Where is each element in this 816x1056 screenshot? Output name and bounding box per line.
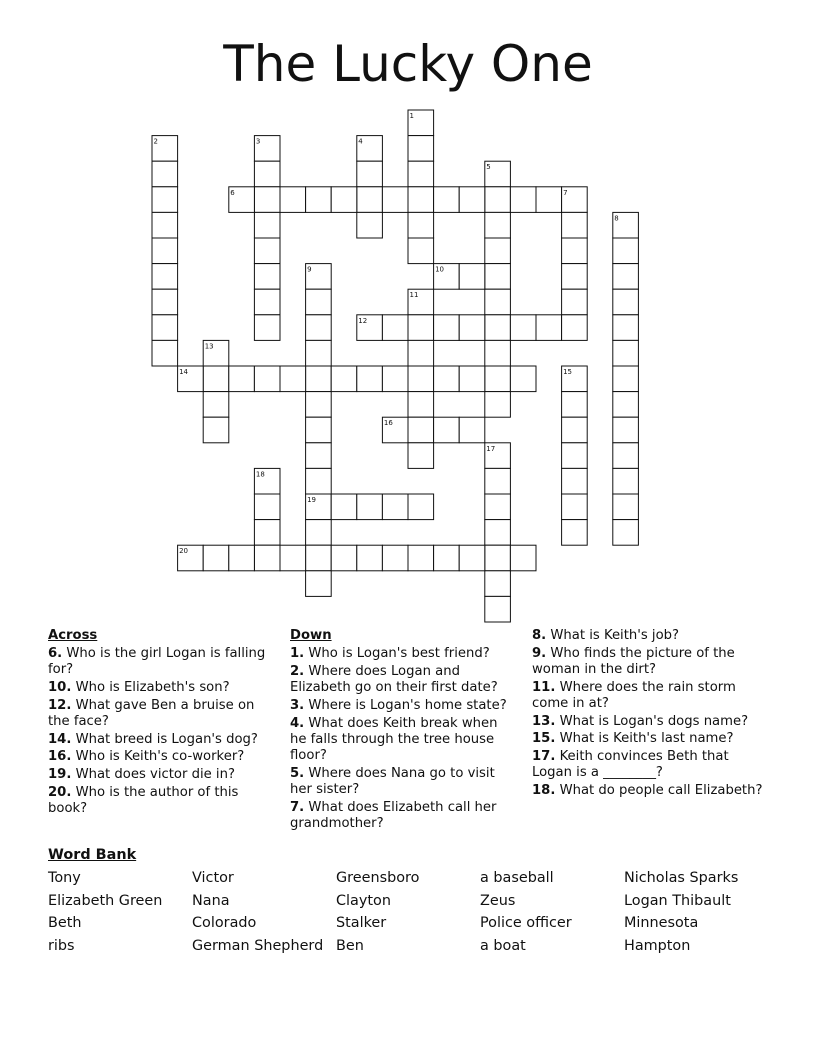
grid-cell[interactable] (562, 417, 588, 443)
clue-text: What gave Ben a bruise on the face? (48, 697, 255, 730)
grid-cell[interactable] (613, 417, 639, 443)
grid-cell[interactable] (613, 494, 639, 520)
clue-num: 18. (532, 782, 556, 798)
across-clue-list (48, 646, 280, 817)
clue-item (290, 646, 518, 662)
grid-cell[interactable] (459, 315, 485, 341)
clue-number: 19 (307, 496, 317, 504)
clue-item (48, 646, 280, 678)
grid-cell[interactable] (152, 161, 178, 187)
word-bank-item: Elizabeth Green (48, 892, 163, 909)
grid-cell[interactable] (408, 366, 434, 392)
grid-cell[interactable] (408, 238, 434, 264)
grid-cell[interactable] (254, 289, 280, 315)
grid-cell[interactable] (152, 264, 178, 290)
clue-number: 8 (614, 214, 619, 223)
clue-num: 20. (48, 784, 72, 800)
clue-num: 2. (290, 663, 305, 679)
clue-number: 14 (179, 368, 189, 376)
grid-cell[interactable] (485, 340, 511, 366)
grid-cell[interactable] (562, 468, 588, 494)
grid-cell[interactable] (152, 187, 178, 213)
grid-cell[interactable] (357, 212, 383, 238)
word-bank-heading: Word Bank (48, 847, 137, 863)
clue-num: 13. (532, 713, 556, 729)
grid-cell[interactable] (408, 212, 434, 238)
word-bank-item: Victor (192, 870, 234, 886)
grid-cell[interactable] (510, 187, 536, 213)
grid-cell[interactable] (280, 545, 306, 571)
word-bank (48, 845, 768, 957)
grid-cell[interactable] (203, 392, 229, 418)
grid-cell[interactable] (331, 545, 357, 571)
grid-cell[interactable] (485, 187, 511, 213)
grid-cell[interactable] (408, 340, 434, 366)
clue-number: 1 (409, 112, 414, 120)
clue-num: 16. (48, 749, 72, 765)
grid-cell[interactable] (536, 315, 562, 341)
word-bank-item: Tony (48, 870, 81, 886)
grid-cell[interactable] (510, 315, 536, 341)
word-bank-item: Ben (336, 937, 364, 954)
grid-cell[interactable] (382, 187, 408, 213)
grid-cell[interactable] (152, 238, 178, 264)
clue-number: 16 (383, 419, 393, 428)
clue-text: What is Logan's dogs name? (555, 713, 749, 729)
clue-number: 20 (179, 547, 189, 556)
clue-text: What does Elizabeth call her grandmother? (290, 799, 497, 831)
clue-num: 11. (532, 679, 556, 695)
grid-cell[interactable] (485, 289, 511, 315)
grid-cell[interactable] (510, 545, 536, 571)
clue-num: 9. (532, 645, 547, 661)
grid-cell[interactable] (485, 238, 511, 264)
across-heading: Across (48, 628, 98, 643)
grid-cell[interactable] (408, 136, 434, 162)
grid-cell[interactable] (510, 366, 536, 392)
clue-item (48, 749, 280, 765)
grid-cell[interactable] (280, 366, 306, 392)
word-bank-item: Hampton (624, 937, 691, 954)
grid-cell[interactable] (408, 315, 434, 341)
clue-num: 7. (290, 799, 305, 815)
grid-cell[interactable] (562, 212, 588, 238)
grid-cell[interactable] (331, 494, 357, 520)
grid-cell[interactable] (434, 545, 460, 571)
grid-cell[interactable] (306, 340, 332, 366)
grid-cell[interactable] (485, 520, 511, 546)
word-bank-item: Nicholas Sparks (624, 870, 739, 886)
down-heading: Down (290, 628, 332, 643)
grid-cell[interactable] (382, 315, 408, 341)
grid-cell[interactable] (306, 187, 332, 213)
grid-cell[interactable] (459, 417, 485, 443)
clue-text: What does Keith break when he falls through the tree house floor? (290, 715, 498, 763)
grid-cell[interactable] (459, 264, 485, 290)
clue-num: 10. (48, 680, 72, 696)
clue-item (290, 664, 518, 696)
grid-cell[interactable] (254, 161, 280, 187)
down-clues (290, 628, 518, 833)
grid-cell[interactable] (485, 494, 511, 520)
clue-text: Who is Logan's best friend? (304, 646, 490, 662)
clue-text: What do people call Elizabeth? (555, 782, 763, 798)
grid-cell[interactable] (613, 468, 639, 494)
grid-cell[interactable] (613, 238, 639, 264)
grid-cell[interactable] (229, 366, 255, 392)
clue-item (48, 785, 280, 817)
clue-item (48, 732, 280, 748)
grid-cell[interactable] (562, 238, 588, 264)
grid-cell[interactable] (331, 187, 357, 213)
grid-cell[interactable] (254, 187, 280, 213)
clue-item (48, 767, 280, 783)
clue-number: 11 (409, 291, 419, 300)
grid-cell[interactable] (254, 366, 280, 392)
clue-text: Where is Logan's home state? (304, 697, 507, 713)
grid-cell[interactable] (254, 264, 280, 290)
clue-item (48, 698, 280, 730)
grid-cell[interactable] (408, 392, 434, 418)
grid-cell[interactable] (382, 366, 408, 392)
grid-cell[interactable] (152, 315, 178, 341)
grid-cell[interactable] (408, 494, 434, 520)
clue-item (532, 646, 764, 678)
clue-number: 6 (230, 188, 235, 197)
clue-text: Where does the rain storm come in at? (532, 679, 736, 711)
grid-cell[interactable] (485, 366, 511, 392)
grid-cell[interactable] (485, 392, 511, 418)
grid-cell[interactable] (434, 366, 460, 392)
word-bank-item: a baseball (480, 870, 554, 886)
grid-cell[interactable] (357, 494, 383, 520)
clue-number: 17 (486, 444, 496, 453)
grid-cell[interactable] (203, 417, 229, 443)
grid-cell[interactable] (485, 264, 511, 290)
grid-cell[interactable] (459, 187, 485, 213)
grid-cell[interactable] (485, 315, 511, 341)
clue-item (532, 783, 764, 799)
clue-text: What does victor die in? (71, 767, 235, 783)
clue-text: Who finds the picture of the woman in the dirt? (532, 645, 735, 677)
grid-cell[interactable] (306, 571, 332, 597)
grid-cell[interactable] (613, 392, 639, 418)
grid-cell[interactable] (408, 161, 434, 187)
grid-cell[interactable] (485, 545, 511, 571)
grid-cell[interactable] (306, 443, 332, 469)
clue-number: 18 (255, 470, 265, 479)
grid-cell[interactable] (306, 468, 332, 494)
clue-item (290, 716, 518, 765)
clue-num: 19. (48, 767, 72, 783)
grid-cell[interactable] (459, 366, 485, 392)
clue-number: 10 (435, 265, 445, 274)
grid-cell[interactable] (562, 494, 588, 520)
clue-item (532, 714, 764, 730)
clue-num: 8. (532, 628, 547, 643)
grid-cell[interactable] (254, 315, 280, 341)
grid-cell[interactable] (357, 545, 383, 571)
clue-text: What is Keith's last name? (555, 731, 734, 747)
grid-cell[interactable] (613, 443, 639, 469)
clue-number: 12 (358, 316, 368, 325)
grid-cell[interactable] (613, 366, 639, 392)
clue-number: 4 (358, 137, 363, 146)
clue-num: 5. (290, 765, 305, 781)
grid-cell[interactable] (562, 392, 588, 418)
grid-cell[interactable] (306, 417, 332, 443)
clue-text: Where does Nana go to visit her sister? (290, 765, 495, 797)
grid-cell[interactable] (254, 238, 280, 264)
grid-cell[interactable] (485, 571, 511, 597)
down-clue-list-continued (532, 628, 764, 799)
grid-cell[interactable] (485, 212, 511, 238)
grid-cell[interactable] (613, 315, 639, 341)
grid-cell[interactable] (357, 187, 383, 213)
word-bank-item: Stalker (336, 915, 387, 932)
grid-cell[interactable] (408, 545, 434, 571)
word-bank-item: Police officer (480, 915, 572, 932)
grid-cell[interactable] (382, 494, 408, 520)
clue-text: Who is the author of this book? (48, 784, 239, 817)
word-bank-grid (48, 867, 768, 957)
grid-cell[interactable] (613, 264, 639, 290)
clue-text: Keith convinces Beth that Logan is a ________? (532, 748, 729, 781)
grid-cell[interactable] (434, 417, 460, 443)
clue-item (532, 731, 764, 747)
grid-cell[interactable] (434, 187, 460, 213)
clue-num: 12. (48, 697, 72, 713)
down-clues-continued (532, 628, 764, 801)
word-bank-item: Beth (48, 915, 82, 932)
page-title: The Lucky One (223, 35, 593, 93)
clue-item (290, 766, 518, 798)
grid-cell[interactable] (562, 443, 588, 469)
grid-cell[interactable] (357, 366, 383, 392)
across-clues (48, 628, 280, 819)
grid-cell[interactable] (613, 520, 639, 546)
down-clue-list (290, 646, 518, 832)
clue-number: 7 (563, 188, 568, 197)
clue-item (532, 680, 764, 712)
grid-cell[interactable] (203, 545, 229, 571)
clue-text: Who is the girl Logan is falling for? (48, 646, 266, 678)
grid-cell[interactable] (254, 520, 280, 546)
grid-cell[interactable] (562, 520, 588, 546)
word-bank-item: Nana (192, 892, 230, 909)
grid-cell[interactable] (254, 494, 280, 520)
grid-cell[interactable] (485, 468, 511, 494)
clue-item (48, 680, 280, 696)
grid-cell[interactable] (562, 264, 588, 290)
grid-cell[interactable] (306, 289, 332, 315)
grid-cell[interactable] (562, 289, 588, 315)
grid-cell[interactable] (536, 187, 562, 213)
clue-num: 17. (532, 748, 556, 764)
clue-number: 13 (204, 342, 214, 351)
grid-cell[interactable] (408, 417, 434, 443)
word-bank-item: German Shepherd (192, 937, 324, 954)
word-bank-item: ribs (48, 937, 75, 954)
grid-cell[interactable] (280, 187, 306, 213)
clue-text: What breed is Logan's dog? (71, 731, 258, 747)
grid-cell[interactable] (152, 212, 178, 238)
clue-text: Who is Elizabeth's son? (71, 680, 230, 696)
grid-cell[interactable] (306, 392, 332, 418)
grid-cell[interactable] (254, 212, 280, 238)
word-bank-item: Logan Thibault (624, 892, 731, 909)
clue-item (290, 800, 518, 832)
grid-cell[interactable] (254, 545, 280, 571)
grid-cell[interactable] (306, 366, 332, 392)
clue-item (290, 698, 518, 714)
word-bank-item: Minnesota (624, 915, 699, 932)
grid-cell[interactable] (152, 289, 178, 315)
word-bank-item: a boat (480, 937, 526, 954)
clue-num: 15. (532, 731, 556, 747)
grid-cell[interactable] (434, 315, 460, 341)
clue-num: 4. (290, 715, 305, 731)
clue-number: 9 (307, 265, 312, 274)
grid-cell[interactable] (331, 366, 357, 392)
grid-cell[interactable] (408, 187, 434, 213)
clue-num: 6. (48, 646, 63, 662)
clue-text: Who is Keith's co-worker? (71, 749, 245, 765)
clue-number: 2 (153, 137, 158, 146)
grid-cell[interactable] (485, 596, 511, 622)
grid-cell[interactable] (203, 366, 229, 392)
word-bank-item: Clayton (336, 892, 391, 909)
clue-item (532, 628, 764, 644)
clue-num: 1. (290, 646, 305, 662)
clue-number: 5 (486, 163, 491, 172)
clue-num: 14. (48, 731, 72, 747)
grid-cell[interactable] (229, 545, 255, 571)
grid-cell[interactable] (357, 161, 383, 187)
grid-cell[interactable] (613, 340, 639, 366)
grid-cell[interactable] (306, 520, 332, 546)
grid-cell[interactable] (408, 443, 434, 469)
grid-cell[interactable] (152, 340, 178, 366)
clue-text: Where does Logan and Elizabeth go on their first date? (290, 663, 498, 696)
clue-item (532, 749, 764, 781)
clue-number: 15 (563, 368, 573, 376)
grid-cell[interactable] (459, 545, 485, 571)
word-bank-item: Greensboro (336, 870, 420, 886)
clue-number: 3 (255, 137, 261, 146)
clue-text: What is Keith's job? (546, 628, 680, 643)
grid-cell[interactable] (562, 315, 588, 341)
clue-num: 3. (290, 697, 305, 713)
word-bank-item: Colorado (192, 915, 257, 932)
grid-cell[interactable] (306, 545, 332, 571)
grid-cell[interactable] (306, 315, 332, 341)
word-bank-item: Zeus (480, 892, 516, 909)
grid-cell[interactable] (613, 289, 639, 315)
grid-cell[interactable] (382, 545, 408, 571)
